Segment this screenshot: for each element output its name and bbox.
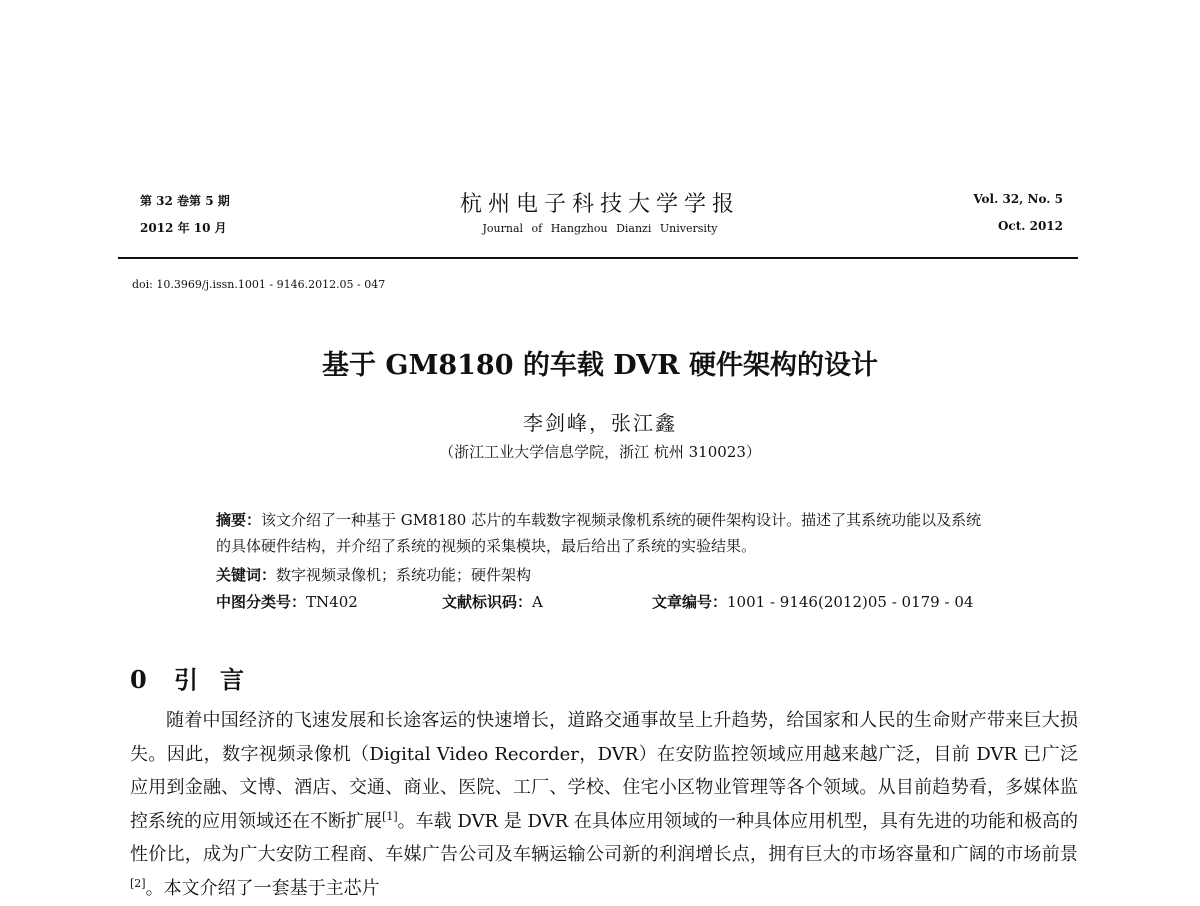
body-text-2: 。车载 DVR 是 DVR 在具体应用领域的一种具体应用机型，具有先进的功能和极高的性价比，成为广大安防工程商、车媒广告公司及车辆运输公司新的利润增长点，拥有巨大的市场容量和广阔的市场前景 — [130, 810, 1079, 866]
volume-en: Vol. 32, No. 5 — [973, 192, 1063, 206]
body-paragraph — [130, 704, 1078, 906]
keywords-label: 关键词： — [216, 566, 277, 584]
article-label: 文章编号： — [652, 593, 728, 611]
citation-ref-1: [1] — [382, 809, 398, 823]
section-title: 引言 — [174, 665, 266, 694]
date-en: Oct. 2012 — [997, 219, 1063, 233]
clc-label: 中图分类号： — [216, 593, 307, 611]
doc-value: A — [532, 593, 543, 611]
abstract — [216, 507, 992, 559]
affiliation: （浙江工业大学信息学院，浙江 杭州 310023） — [439, 443, 761, 461]
journal-title-en: Journal of Hangzhou Dianzi University — [482, 222, 718, 235]
article-value: 1001 - 9146(2012)05 - 0179 - 04 — [727, 593, 974, 611]
doc-code — [442, 591, 543, 612]
clc-number — [216, 591, 358, 612]
authors: 李剑峰，张江鑫 — [523, 411, 677, 435]
clc-value: TN402 — [306, 593, 358, 611]
volume-issue: 第 32 卷第 5 期 — [140, 194, 230, 208]
section-heading — [130, 660, 266, 695]
page-title: 基于 GM8180 的车载 DVR 硬件架构的设计 — [321, 350, 879, 381]
abstract-label: 摘要： — [216, 511, 262, 529]
journal-title-cn: 杭州电子科技大学学报 — [459, 192, 740, 217]
doi: doi: 10.3969/j.issn.1001 - 9146.2012.05 - 047 — [132, 278, 386, 291]
body-text-3: 。本文介绍了一套基于主芯片 — [145, 877, 380, 899]
keywords — [216, 564, 531, 585]
date-cn: 2012 年 10 月 — [140, 221, 227, 235]
header-rule — [118, 257, 1078, 259]
keywords-text: 数字视频录像机；系统功能；硬件架构 — [276, 566, 532, 584]
abstract-text: 该文介绍了一种基于 GM8180 芯片的车载数字视频录像机系统的硬件架构设计。描述了其系统功能以及系统的具体硬件结构，并介绍了系统的视频的采集模块，最后给出了系统的实验结果。 — [216, 511, 982, 555]
section-number: 0 — [130, 665, 147, 694]
body-text-1: 随着中国经济的飞速发展和长途客运的快速增长，道路交通事故呈上升趋势，给国家和人民的生命财产带来巨大损失。因此，数字视频录像机（Digital Video Recorder，DVR）在安防监控领域应用越来越广泛，目前 DVR 已广泛应用到金融、文博、酒店、交通、商业、医院、工厂、学校、住宅小区物业管理等各个领域。从目前趋势看，多媒体监控系统的应用领域还在不断扩展 — [130, 710, 1078, 832]
article-number — [652, 591, 973, 612]
citation-ref-2: [2] — [130, 876, 146, 890]
doc-label: 文献标识码： — [442, 593, 533, 611]
